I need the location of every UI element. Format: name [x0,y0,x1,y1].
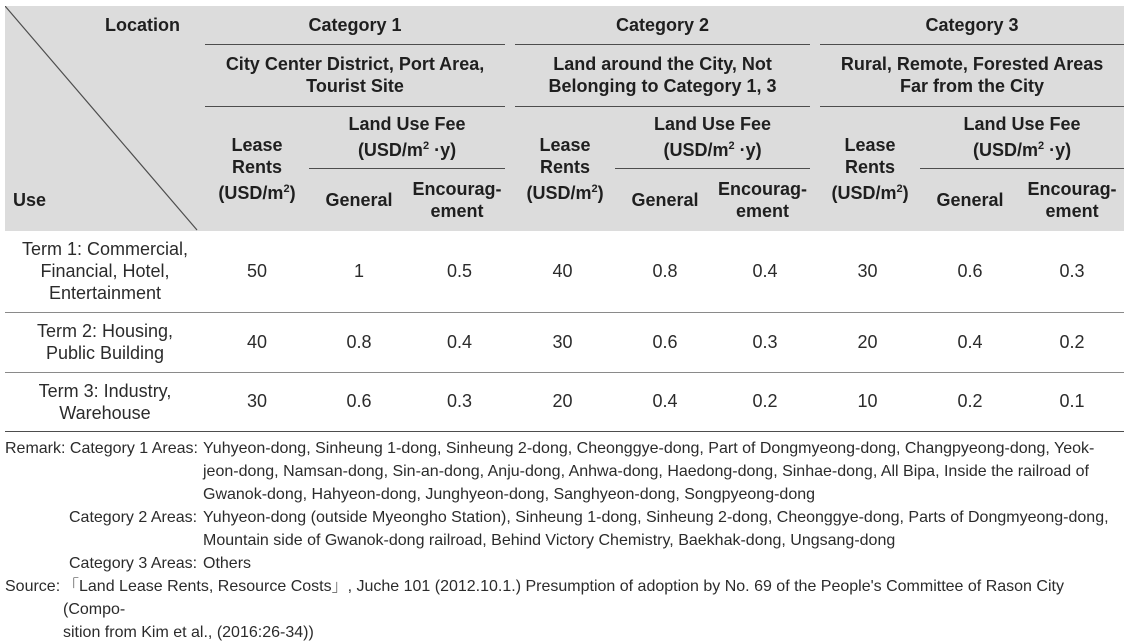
use-label: Use [13,190,47,210]
encouragement-header: Encourag- ement [715,168,815,231]
general-header: General [920,168,1020,231]
value-cell: 0.6 [615,312,715,372]
lease-rents-header: Lease Rents $(USD/m^2)$ [205,106,309,231]
value-cell: 0.4 [715,231,815,312]
value-cell: 40 [205,312,309,372]
category-2-title: Category 2 [510,6,815,44]
source-label: Source: [5,578,61,595]
use-cell: Term 3: Industry, Warehouse [5,372,205,431]
value-cell: 30 [205,372,309,431]
encouragement-header: Encourag- ement [1020,168,1124,231]
category-2-areas-label: Category 2 Areas: [69,509,198,526]
category-1-title: Category 1 [205,6,510,44]
value-cell: 0.2 [920,372,1020,431]
category-3-areas-label: Category 3 Areas: [69,555,198,572]
remark-category-1 [5,437,1124,506]
general-header: General [615,168,715,231]
value-cell: 0.3 [715,312,815,372]
remark-category-2 [69,506,1124,552]
remark-label: Remark: Category 1 Areas: [5,440,198,457]
category-2-areas: Yuhyeon-dong (outside Myeongho Station), Sinheung 1-dong, Sinheung 2-dong, Cheonggye-dong, Parts of Dongmyeong-dong, Mountain side of Gwanok-dong railroad, Behind Victory Chemistry, Baekhak-dong, Ungsang-dong [203,509,1109,549]
category-2-description: Land around the City, Not Belonging to Category 1, 3 [510,44,815,106]
remark-category-3 [69,552,1124,575]
value-cell: 0.8 [309,312,409,372]
general-header: General [309,168,409,231]
value-cell: 1 [309,231,409,312]
value-cell: 0.2 [1020,312,1124,372]
value-cell: 30 [510,312,615,372]
use-cell: Term 1: Commercial, Financial, Hotel, Entertainment [5,231,205,312]
category-3-areas: Others [203,555,252,572]
land-use-fee-header: Land Use Fee $(USD/m^2 \cdot y)$ [615,106,815,168]
value-cell: 0.3 [409,372,510,431]
value-cell: 0.5 [409,231,510,312]
encouragement-header: Encourag- ement [409,168,510,231]
value-cell: 0.6 [920,231,1020,312]
corner-header [5,6,205,231]
lease-rent-table [5,6,1124,432]
value-cell: 20 [510,372,615,431]
value-cell: 10 [815,372,920,431]
value-cell: 0.4 [920,312,1020,372]
location-label: Location [105,15,180,35]
land-use-fee-header: Land Use Fee $(USD/m^2 \cdot y)$ [920,106,1124,168]
value-cell: 50 [205,231,309,312]
value-cell: 0.4 [615,372,715,431]
value-cell: 0.2 [715,372,815,431]
category-3-description: Rural, Remote, Forested Areas Far from the City [815,44,1124,106]
table-row [5,231,1124,312]
source-note [5,575,1124,641]
table-row [5,372,1124,431]
value-cell: 0.6 [309,372,409,431]
value-cell: 0.3 [1020,231,1124,312]
use-cell: Term 2: Housing, Public Building [5,312,205,372]
value-cell: 20 [815,312,920,372]
land-use-fee-header: Land Use Fee $(USD/m^2 \cdot y)$ [309,106,510,168]
value-cell: 0.8 [615,231,715,312]
value-cell: 0.4 [409,312,510,372]
value-cell: 40 [510,231,615,312]
category-1-description: City Center District, Port Area, Tourist Site [205,44,510,106]
lease-rents-header: Lease Rents $(USD/m^2)$ [510,106,615,231]
table-row [5,312,1124,372]
source-text: 「Land Lease Rents, Resource Costs」, Juche 101 (2012.10.1.) Presumption of adoption by No. 69 of the People's Committee of Rason City (Compo- sition from Kim et al., (2016:26-34)) [63,578,1064,641]
category-1-areas: Yuhyeon-dong, Sinheung 1-dong, Sinheung 2-dong, Cheonggye-dong, Part of Dongmyeong-dong, Changpyeong-dong, Yeok- jeon-dong, Namsan-dong, Sin-an-dong, Anju-dong, Anhwa-dong, Haedong-dong, Sinhae-dong, All Bipa, Inside the railroad of Gwanok-dong, Hahyeon-dong, Junghyeon-dong, Sanghyeon-dong, Songpyeong-dong [203,440,1095,503]
category-3-title: Category 3 [815,6,1124,44]
value-cell: 0.1 [1020,372,1124,431]
lease-rents-header: Lease Rents $(USD/m^2)$ [815,106,920,231]
value-cell: 30 [815,231,920,312]
